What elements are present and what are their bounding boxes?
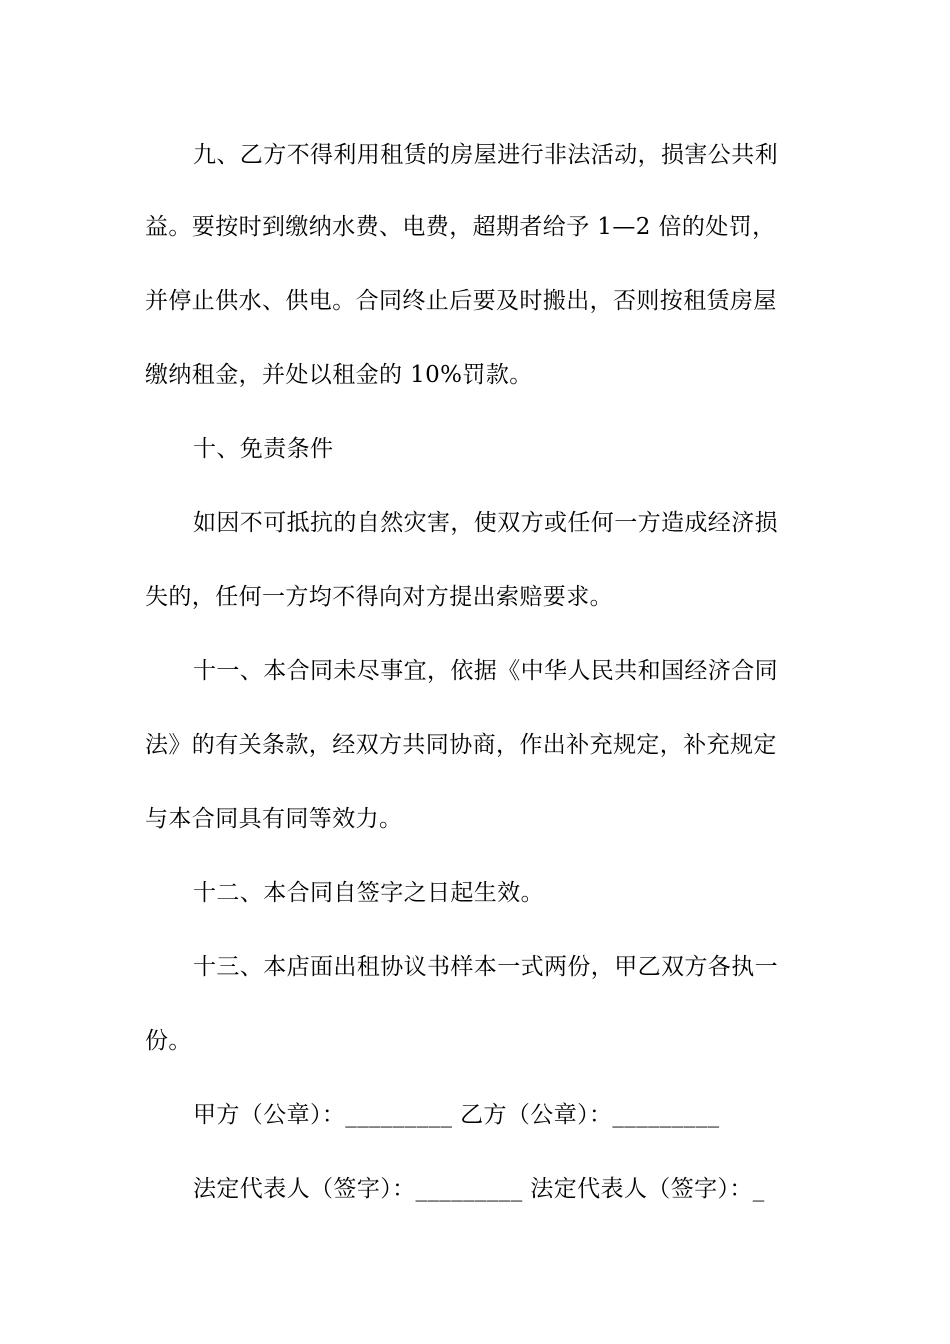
clause-10-line-2: 失的，任何一方均不得向对方提出索赔要求。: [145, 584, 613, 610]
clause-10-heading: 十、免责条件: [193, 436, 334, 462]
clause-9-line-2: 益。要按时到缴纳水费、电费，超期者给予 1—2 倍的处罚，: [145, 214, 776, 240]
clause-10-line-1: 如因不可抵抗的自然灾害，使双方或任何一方造成经济损: [193, 510, 778, 536]
clause-9-line-1: 九、乙方不得利用租赁的房屋进行非法活动，损害公共利: [193, 142, 778, 168]
clause-12: 十二、本合同自签字之日起生效。: [193, 880, 544, 906]
clause-9-line-4: 缴纳租金，并处以租金的 10%罚款。: [145, 362, 533, 388]
clause-11-line-3: 与本合同具有同等效力。: [145, 806, 403, 832]
clause-9-line-3: 并停止供水、供电。合同终止后要及时搬出，否则按租赁房屋: [145, 288, 777, 314]
clause-11-line-1: 十一、本合同未尽事宜，依据《中华人民共和国经济合同: [193, 658, 778, 684]
signature-line: 法定代表人（签字）：_________ 法定代表人（签字）：_: [193, 1176, 765, 1202]
clause-13-line-2: 份。: [145, 1028, 192, 1054]
seal-line: 甲方（公章）：_________ 乙方（公章）：_________: [193, 1102, 720, 1128]
clause-13-line-1: 十三、本店面出租协议书样本一式两份，甲乙双方各执一: [193, 954, 778, 980]
clause-11-line-2: 法》的有关条款，经双方共同协商，作出补充规定，补充规定: [145, 732, 777, 758]
